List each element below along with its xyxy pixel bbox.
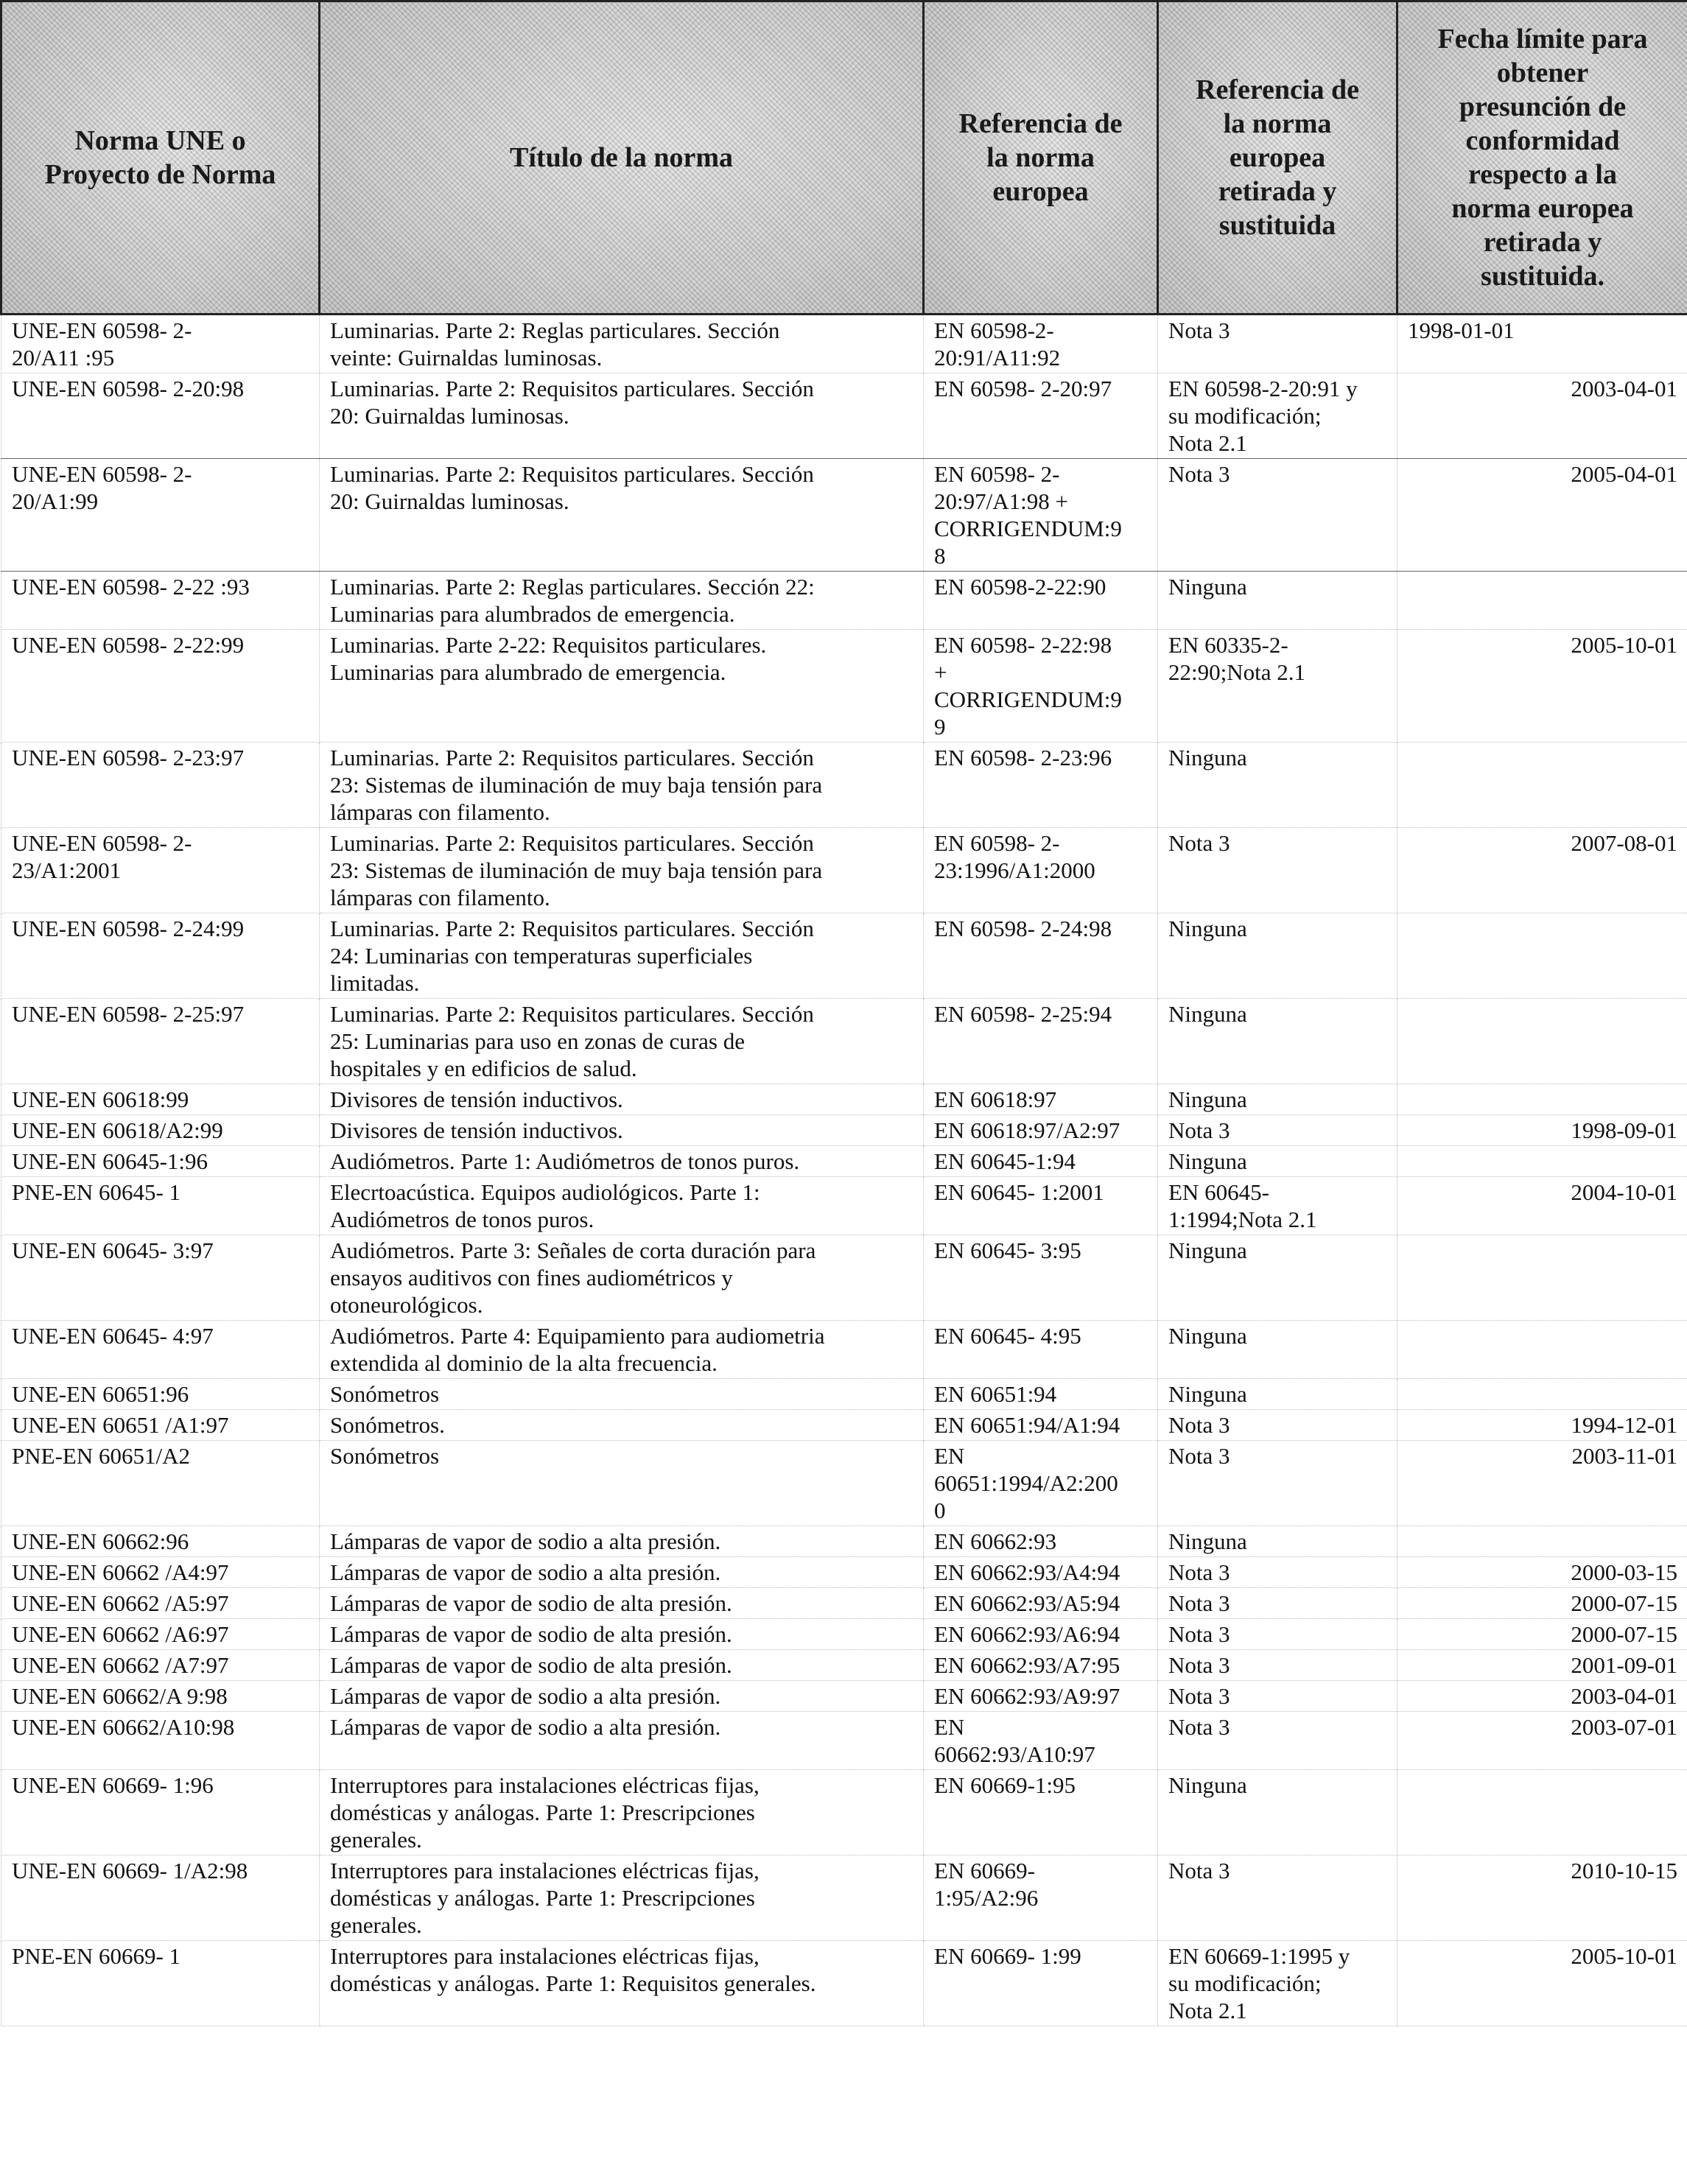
cell-norma: UNE-EN 60662/A10:98 — [1, 1712, 320, 1770]
cell-fecha-limite: 2003-11-01 — [1397, 1441, 1687, 1526]
cell-retirada: Nota 3 — [1158, 828, 1397, 913]
cell-fecha-limite: 2000-07-15 — [1397, 1588, 1687, 1619]
cell-fecha-limite: 2010-10-15 — [1397, 1855, 1687, 1941]
cell-referencia: EN 60598-2-22:90 — [924, 572, 1158, 630]
cell-norma: UNE-EN 60598- 2-23:97 — [1, 742, 320, 828]
cell-fecha-limite: 2003-04-01 — [1397, 1681, 1687, 1712]
cell-retirada: Nota 3 — [1158, 1588, 1397, 1619]
cell-norma: UNE-EN 60598- 2-24:99 — [1, 913, 320, 999]
cell-retirada: Nota 3 — [1158, 315, 1397, 373]
cell-referencia: EN 60618:97 — [924, 1084, 1158, 1115]
cell-norma: UNE-EN 60598- 2-22:99 — [1, 630, 320, 742]
table-row — [1, 1084, 1687, 1115]
table-row — [1, 373, 1687, 459]
cell-referencia: EN 60662:93/A4:94 — [924, 1557, 1158, 1588]
table-row — [1, 913, 1687, 999]
cell-referencia: EN 60662:93/A10:97 — [924, 1712, 1158, 1770]
cell-titulo: Audiómetros. Parte 1: Audiómetros de tonos puros. — [320, 1146, 924, 1177]
cell-retirada: EN 60598-2-20:91 y su modificación; Nota 2.1 — [1158, 373, 1397, 459]
cell-retirada: Ninguna — [1158, 742, 1397, 828]
cell-fecha-limite — [1397, 1084, 1687, 1115]
table-row — [1, 1712, 1687, 1770]
table-row — [1, 1770, 1687, 1855]
cell-titulo: Audiómetros. Parte 3: Señales de corta duración para ensayos auditivos con fines audiométricos y otoneurológicos. — [320, 1235, 924, 1321]
cell-fecha-limite — [1397, 1379, 1687, 1410]
cell-norma: UNE-EN 60662 /A5:97 — [1, 1588, 320, 1619]
cell-referencia: EN 60598- 2-25:94 — [924, 999, 1158, 1084]
cell-titulo: Sonómetros — [320, 1441, 924, 1526]
cell-fecha-limite — [1397, 999, 1687, 1084]
cell-norma: UNE-EN 60598- 2-20:98 — [1, 373, 320, 459]
table-row — [1, 572, 1687, 630]
cell-referencia: EN 60651:1994/A2:200 0 — [924, 1441, 1158, 1526]
table-row — [1, 1410, 1687, 1441]
cell-retirada: Ninguna — [1158, 1526, 1397, 1557]
cell-titulo: Luminarias. Parte 2: Requisitos particulares. Sección 20: Guirnaldas luminosas. — [320, 373, 924, 459]
cell-titulo: Lámparas de vapor de sodio a alta presión. — [320, 1526, 924, 1557]
table-row — [1, 1235, 1687, 1321]
cell-retirada: EN 60645- 1:1994;Nota 2.1 — [1158, 1177, 1397, 1235]
cell-fecha-limite: 2004-10-01 — [1397, 1177, 1687, 1235]
cell-norma: UNE-EN 60598- 2-22 :93 — [1, 572, 320, 630]
cell-retirada: EN 60669-1:1995 y su modificación; Nota 2.1 — [1158, 1941, 1397, 2026]
cell-norma: PNE-EN 60651/A2 — [1, 1441, 320, 1526]
cell-referencia: EN 60651:94 — [924, 1379, 1158, 1410]
cell-fecha-limite: 2003-04-01 — [1397, 373, 1687, 459]
cell-referencia: EN 60598- 2- 23:1996/A1:2000 — [924, 828, 1158, 913]
cell-norma: UNE-EN 60662 /A7:97 — [1, 1650, 320, 1681]
cell-titulo: Audiómetros. Parte 4: Equipamiento para audiometria extendida al dominio de la alta frecuencia. — [320, 1321, 924, 1379]
cell-titulo: Luminarias. Parte 2: Requisitos particulares. Sección 25: Luminarias para uso en zonas de curas de hospitales y en edificios de salud. — [320, 999, 924, 1084]
cell-titulo: Elecrtoacústica. Equipos audiológicos. Parte 1: Audiómetros de tonos puros. — [320, 1177, 924, 1235]
header-retirada: Referencia de la norma europea retirada y sustituida — [1158, 1, 1397, 315]
cell-referencia: EN 60662:93/A9:97 — [924, 1681, 1158, 1712]
cell-referencia: EN 60669- 1:95/A2:96 — [924, 1855, 1158, 1941]
cell-fecha-limite: 2005-04-01 — [1397, 459, 1687, 572]
table-row — [1, 1588, 1687, 1619]
table-row — [1, 315, 1687, 373]
cell-fecha-limite — [1397, 742, 1687, 828]
cell-referencia: EN 60598- 2-22:98 + CORRIGENDUM:9 9 — [924, 630, 1158, 742]
cell-retirada: Nota 3 — [1158, 1681, 1397, 1712]
cell-referencia: EN 60618:97/A2:97 — [924, 1115, 1158, 1146]
cell-referencia: EN 60645- 1:2001 — [924, 1177, 1158, 1235]
cell-referencia: EN 60662:93 — [924, 1526, 1158, 1557]
table-row — [1, 1177, 1687, 1235]
cell-referencia: EN 60669-1:95 — [924, 1770, 1158, 1855]
cell-retirada: EN 60335-2- 22:90;Nota 2.1 — [1158, 630, 1397, 742]
cell-retirada: Ninguna — [1158, 1321, 1397, 1379]
cell-titulo: Divisores de tensión inductivos. — [320, 1115, 924, 1146]
cell-referencia: EN 60662:93/A7:95 — [924, 1650, 1158, 1681]
cell-referencia: EN 60598- 2-20:97 — [924, 373, 1158, 459]
cell-referencia: EN 60598- 2-23:96 — [924, 742, 1158, 828]
cell-referencia: EN 60651:94/A1:94 — [924, 1410, 1158, 1441]
cell-fecha-limite — [1397, 1146, 1687, 1177]
cell-norma: UNE-EN 60662/A 9:98 — [1, 1681, 320, 1712]
cell-titulo: Lámparas de vapor de sodio de alta presión. — [320, 1619, 924, 1650]
cell-retirada: Ninguna — [1158, 1770, 1397, 1855]
cell-retirada: Ninguna — [1158, 999, 1397, 1084]
cell-referencia: EN 60598-2- 20:91/A11:92 — [924, 315, 1158, 373]
cell-fecha-limite — [1397, 572, 1687, 630]
cell-retirada: Ninguna — [1158, 913, 1397, 999]
cell-titulo: Luminarias. Parte 2: Requisitos particulares. Sección 23: Sistemas de iluminación de muy baja tensión para lámparas con filamento. — [320, 828, 924, 913]
table-row — [1, 1557, 1687, 1588]
header-fecha-limite: Fecha límite para obtener presunción de conformidad respecto a la norma europea retirada y sustituida. — [1397, 1, 1687, 315]
header-row — [1, 1, 1687, 315]
cell-titulo: Luminarias. Parte 2-22: Requisitos particulares. Luminarias para alumbrado de emergencia. — [320, 630, 924, 742]
table-row — [1, 1526, 1687, 1557]
header-norma: Norma UNE o Proyecto de Norma — [1, 1, 320, 315]
cell-titulo: Interruptores para instalaciones eléctricas fijas, domésticas y análogas. Parte 1: Requisitos generales. — [320, 1941, 924, 2026]
cell-retirada: Nota 3 — [1158, 459, 1397, 572]
table-row — [1, 828, 1687, 913]
cell-referencia: EN 60598- 2- 20:97/A1:98 + CORRIGENDUM:9 8 — [924, 459, 1158, 572]
table-row — [1, 1115, 1687, 1146]
header-titulo: Título de la norma — [320, 1, 924, 315]
cell-referencia: EN 60645- 4:95 — [924, 1321, 1158, 1379]
cell-referencia: EN 60669- 1:99 — [924, 1941, 1158, 2026]
cell-fecha-limite: 2001-09-01 — [1397, 1650, 1687, 1681]
cell-fecha-limite: 2007-08-01 — [1397, 828, 1687, 913]
cell-norma: UNE-EN 60598- 2- 20/A1:99 — [1, 459, 320, 572]
cell-titulo: Interruptores para instalaciones eléctricas fijas, domésticas y análogas. Parte 1: Prescripciones generales. — [320, 1855, 924, 1941]
cell-retirada: Ninguna — [1158, 1379, 1397, 1410]
cell-retirada: Nota 3 — [1158, 1115, 1397, 1146]
cell-retirada: Nota 3 — [1158, 1557, 1397, 1588]
table-header — [1, 1, 1687, 315]
cell-fecha-limite — [1397, 1235, 1687, 1321]
table-row — [1, 459, 1687, 572]
cell-norma: UNE-EN 60669- 1/A2:98 — [1, 1855, 320, 1941]
cell-norma: UNE-EN 60651 /A1:97 — [1, 1410, 320, 1441]
cell-retirada: Ninguna — [1158, 1084, 1397, 1115]
cell-retirada: Ninguna — [1158, 1235, 1397, 1321]
table-row — [1, 742, 1687, 828]
cell-referencia: EN 60662:93/A6:94 — [924, 1619, 1158, 1650]
cell-fecha-limite — [1397, 1770, 1687, 1855]
cell-retirada: Ninguna — [1158, 1146, 1397, 1177]
table-row — [1, 1941, 1687, 2026]
cell-norma: UNE-EN 60662:96 — [1, 1526, 320, 1557]
cell-titulo: Sonómetros. — [320, 1410, 924, 1441]
cell-titulo: Luminarias. Parte 2: Reglas particulares. Sección 22: Luminarias para alumbrados de emergencia. — [320, 572, 924, 630]
cell-retirada: Nota 3 — [1158, 1441, 1397, 1526]
table-row — [1, 1321, 1687, 1379]
cell-titulo: Sonómetros — [320, 1379, 924, 1410]
cell-norma: PNE-EN 60669- 1 — [1, 1941, 320, 2026]
cell-titulo: Lámparas de vapor de sodio de alta presión. — [320, 1588, 924, 1619]
cell-norma: UNE-EN 60662 /A6:97 — [1, 1619, 320, 1650]
table-row — [1, 1681, 1687, 1712]
cell-norma: UNE-EN 60669- 1:96 — [1, 1770, 320, 1855]
cell-fecha-limite: 1994-12-01 — [1397, 1410, 1687, 1441]
cell-retirada: Ninguna — [1158, 572, 1397, 630]
cell-referencia: EN 60598- 2-24:98 — [924, 913, 1158, 999]
table-row — [1, 1146, 1687, 1177]
cell-norma: UNE-EN 60645- 4:97 — [1, 1321, 320, 1379]
cell-referencia: EN 60645-1:94 — [924, 1146, 1158, 1177]
table-body — [1, 315, 1687, 2026]
cell-titulo: Lámparas de vapor de sodio a alta presión. — [320, 1681, 924, 1712]
cell-referencia: EN 60662:93/A5:94 — [924, 1588, 1158, 1619]
cell-norma: UNE-EN 60651:96 — [1, 1379, 320, 1410]
cell-titulo: Luminarias. Parte 2: Requisitos particulares. Sección 23: Sistemas de iluminación de muy baja tensión para lámparas con filamento. — [320, 742, 924, 828]
cell-referencia: EN 60645- 3:95 — [924, 1235, 1158, 1321]
header-referencia: Referencia de la norma europea — [924, 1, 1158, 315]
cell-titulo: Lámparas de vapor de sodio a alta presión. — [320, 1557, 924, 1588]
cell-fecha-limite — [1397, 1526, 1687, 1557]
cell-norma: UNE-EN 60618:99 — [1, 1084, 320, 1115]
table-row — [1, 999, 1687, 1084]
table-row — [1, 1379, 1687, 1410]
cell-titulo: Lámparas de vapor de sodio a alta presión. — [320, 1712, 924, 1770]
cell-norma: UNE-EN 60618/A2:99 — [1, 1115, 320, 1146]
cell-norma: PNE-EN 60645- 1 — [1, 1177, 320, 1235]
cell-titulo: Lámparas de vapor de sodio de alta presión. — [320, 1650, 924, 1681]
cell-retirada: Nota 3 — [1158, 1619, 1397, 1650]
cell-titulo: Luminarias. Parte 2: Requisitos particulares. Sección 20: Guirnaldas luminosas. — [320, 459, 924, 572]
cell-fecha-limite — [1397, 913, 1687, 999]
cell-titulo: Divisores de tensión inductivos. — [320, 1084, 924, 1115]
cell-norma: UNE-EN 60645- 3:97 — [1, 1235, 320, 1321]
cell-norma: UNE-EN 60598- 2-25:97 — [1, 999, 320, 1084]
cell-fecha-limite: 2000-03-15 — [1397, 1557, 1687, 1588]
table-row — [1, 1441, 1687, 1526]
cell-norma: UNE-EN 60598- 2- 20/A11 :95 — [1, 315, 320, 373]
cell-norma: UNE-EN 60598- 2- 23/A1:2001 — [1, 828, 320, 913]
cell-fecha-limite: 1998-01-01 — [1397, 315, 1687, 373]
cell-fecha-limite: 1998-09-01 — [1397, 1115, 1687, 1146]
table-row — [1, 1855, 1687, 1941]
cell-retirada: Nota 3 — [1158, 1650, 1397, 1681]
cell-retirada: Nota 3 — [1158, 1712, 1397, 1770]
cell-fecha-limite: 2005-10-01 — [1397, 630, 1687, 742]
cell-titulo: Interruptores para instalaciones eléctricas fijas, domésticas y análogas. Parte 1: Prescripciones generales. — [320, 1770, 924, 1855]
cell-norma: UNE-EN 60645-1:96 — [1, 1146, 320, 1177]
cell-fecha-limite: 2000-07-15 — [1397, 1619, 1687, 1650]
cell-titulo: Luminarias. Parte 2: Reglas particulares. Sección veinte: Guirnaldas luminosas. — [320, 315, 924, 373]
table-row — [1, 1619, 1687, 1650]
table-row — [1, 630, 1687, 742]
cell-fecha-limite: 2003-07-01 — [1397, 1712, 1687, 1770]
cell-retirada: Nota 3 — [1158, 1410, 1397, 1441]
cell-retirada: Nota 3 — [1158, 1855, 1397, 1941]
cell-fecha-limite: 2005-10-01 — [1397, 1941, 1687, 2026]
cell-norma: UNE-EN 60662 /A4:97 — [1, 1557, 320, 1588]
table-row — [1, 1650, 1687, 1681]
cell-fecha-limite — [1397, 1321, 1687, 1379]
cell-titulo: Luminarias. Parte 2: Requisitos particulares. Sección 24: Luminarias con temperaturas superficiales limitadas. — [320, 913, 924, 999]
